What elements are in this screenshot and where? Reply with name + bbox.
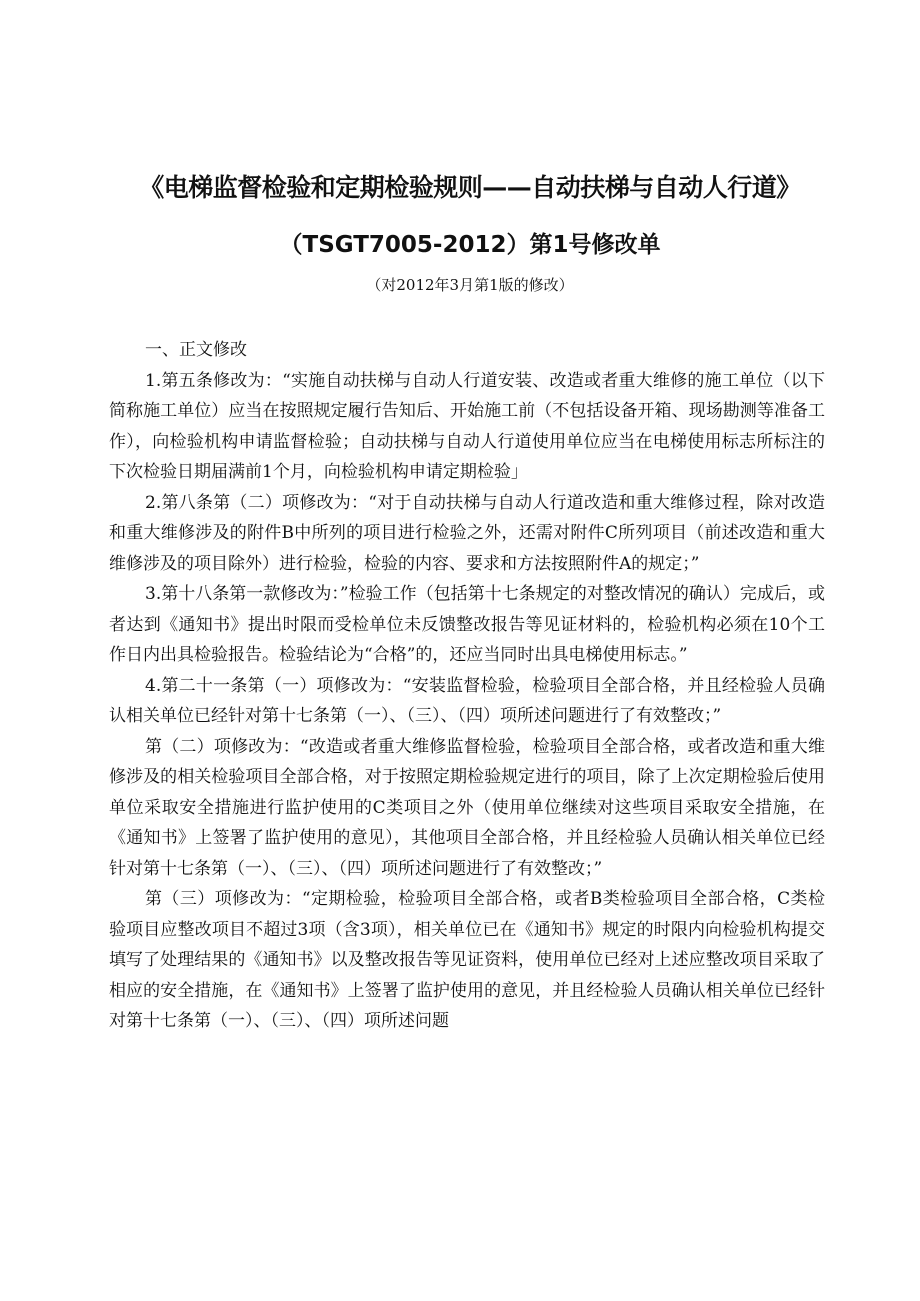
document-title-code: （TSGT7005-2012）第1号修改单 [279, 232, 661, 258]
document-body [109, 335, 825, 1037]
document-title: 《电梯监督检验和定期检验规则——自动扶梯与自动人行道》 [139, 173, 801, 202]
paragraph-article-8: 2.第八条第（二）项修改为：“对于自动扶梯与自动人行道改造和重大维修过程，除对改造和重大维修涉及的附件B中所列的项目进行检验之外，还需对附件C所列项目（前述改造和重大维修涉及的项目除外）进行检验，检验的内容、要求和方法按照附件A的规定；” [109, 492, 825, 574]
section-heading: 一、正文修改 [145, 340, 247, 360]
document-subtitle: （对2012年3月第1版的修改） [366, 276, 574, 294]
paragraph-article-5: 1.第五条修改为：“实施自动扶梯与自动人行道安装、改造或者重大维修的施工单位（以下简称施工单位）应当在按照规定履行告知后、开始施工前（不包括设备开箱、现场勘测等准备工作），向检验机构申请监督检验；自动扶梯与自动人行道使用单位应当在电梯使用标志所标注的下次检验日期届满前1个月，向检验机构申请定期检验」 [109, 370, 825, 482]
paragraph-article-21-item-2: 第（二）项修改为：“改造或者重大维修监督检验，检验项目全部合格，或者改造和重大维修涉及的相关检验项目全部合格，对于按照定期检验规定进行的项目，除了上次定期检验后使用单位采取安全措施进行监护使用的C类项目之外（使用单位继续对这些项目采取安全措施，在《通知书》上签署了监护使用的意见），其他项目全部合格，并且经检验人员确认相关单位已经针对第十七条第（一）、（三）、（四）项所述问题进行了有效整改；” [109, 736, 825, 879]
paragraph-article-21-item-3: 第（三）项修改为：“定期检验，检验项目全部合格，或者B类检验项目全部合格，C类检验项目应整改项目不超过3项（含3项），相关单位已在《通知书》规定的时限内向检验机构提交填写了处理结果的《通知书》以及整改报告等见证资料，使用单位已经对上述应整改项目采取了相应的安全措施，在《通知书》上签署了监护使用的意见，并且经检验人员确认相关单位已经针对第十七条第（一）、（三）、（四）项所述问题 [109, 889, 825, 1031]
paragraph-article-18: 3.第十八条第一款修改为：”检验工作（包括第十七条规定的对整改情况的确认）完成后，或者达到《通知书》提出时限而受检单位未反馈整改报告等见证材料的，检验机构必须在10个工作日内出具检验报告。检验结论为“合格”的，还应当同时出具电梯使用标志。” [109, 584, 825, 665]
paragraph-article-21-item-1: 4.第二十一条第（一）项修改为：“安装监督检验，检验项目全部合格，并且经检验人员确认相关单位已经针对第十七条第（一）、（三）、（四）项所述问题进行了有效整改；” [109, 675, 825, 726]
